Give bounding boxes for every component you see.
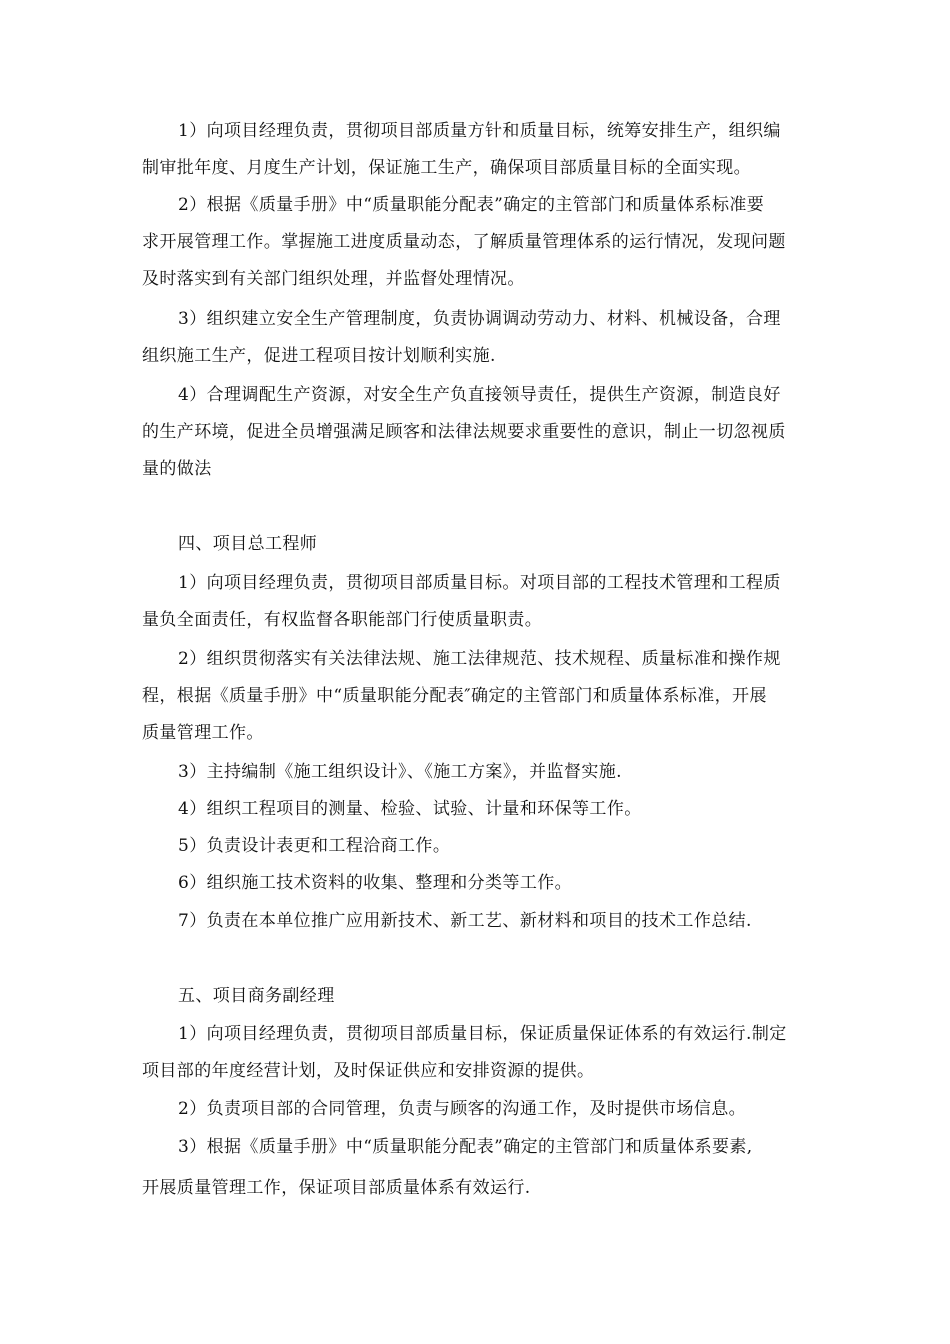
paragraph-line: 项目部的年度经营计划，及时保证供应和安排资源的提供。	[142, 1061, 595, 1081]
paragraph-line: 量的做法	[142, 459, 212, 479]
paragraph-line: 1）向项目经理负责，贯彻项目部质量方针和质量目标，统筹安排生产，组织编	[178, 121, 781, 141]
paragraph-line: 3）主持编制《施工组织设计》、《施工方案》，并监督实施.	[178, 762, 622, 782]
paragraph-line: 4）合理调配生产资源，对安全生产负直接领导责任，提供生产资源，制造良好	[178, 385, 781, 405]
paragraph-line: 2）负责项目部的合同管理，负责与顾客的沟通工作，及时提供市场信息。	[178, 1099, 747, 1119]
paragraph-line: 制审批年度、月度生产计划，保证施工生产，确保项目部质量目标的全面实现。	[142, 158, 751, 178]
paragraph-line: 4）组织工程项目的测量、检验、试验、计量和环保等工作。	[178, 799, 642, 819]
paragraph-line: 开展质量管理工作，保证项目部质量体系有效运行.	[142, 1178, 531, 1198]
paragraph-line: 的生产环境，促进全员增强满足顾客和法律法规要求重要性的意识，制止一切忽视质	[142, 422, 786, 442]
paragraph-line: 及时落实到有关部门组织处理，并监督处理情况。	[142, 269, 525, 289]
section-heading: 五、项目商务副经理	[178, 986, 335, 1006]
paragraph-line: 2）根据《质量手册》中“质量职能分配表”确定的主管部门和质量体系标准要	[178, 195, 765, 215]
paragraph-line: 6）组织施工技术资料的收集、整理和分类等工作。	[178, 873, 573, 893]
paragraph-line: 1）向项目经理负责，贯彻项目部质量目标，保证质量保证体系的有效运行.制定	[178, 1024, 787, 1044]
paragraph-line: 2）组织贯彻落实有关法律法规、施工法律规范、技术规程、质量标准和操作规	[178, 649, 781, 669]
paragraph-line: 量负全面责任，有权监督各职能部门行使质量职责。	[142, 610, 543, 630]
paragraph-line: 3）根据《质量手册》中“质量职能分配表”确定的主管部门和质量体系要素,	[178, 1137, 753, 1157]
paragraph-line: 组织施工生产，促进工程项目按计划顺利实施.	[142, 346, 496, 366]
paragraph-line: 程，根据《质量手册》中“质量职能分配表″确定的主管部门和质量体系标准，开展	[142, 686, 767, 706]
paragraph-line: 求开展管理工作。掌握施工进度质量动态，了解质量管理体系的运行情况，发现问题	[142, 232, 786, 252]
paragraph-line: 1）向项目经理负责，贯彻项目部质量目标。对项目部的工程技术管理和工程质	[178, 573, 781, 593]
paragraph-line: 7）负责在本单位推广应用新技术、新工艺、新材料和项目的技术工作总结.	[178, 911, 752, 931]
paragraph-line: 3）组织建立安全生产管理制度，负责协调调动劳动力、材料、机械设备，合理	[178, 309, 781, 329]
paragraph-line: 5）负责设计表更和工程洽商工作。	[178, 836, 451, 856]
section-heading: 四、项目总工程师	[178, 534, 318, 554]
paragraph-line: 质量管理工作。	[142, 723, 264, 743]
